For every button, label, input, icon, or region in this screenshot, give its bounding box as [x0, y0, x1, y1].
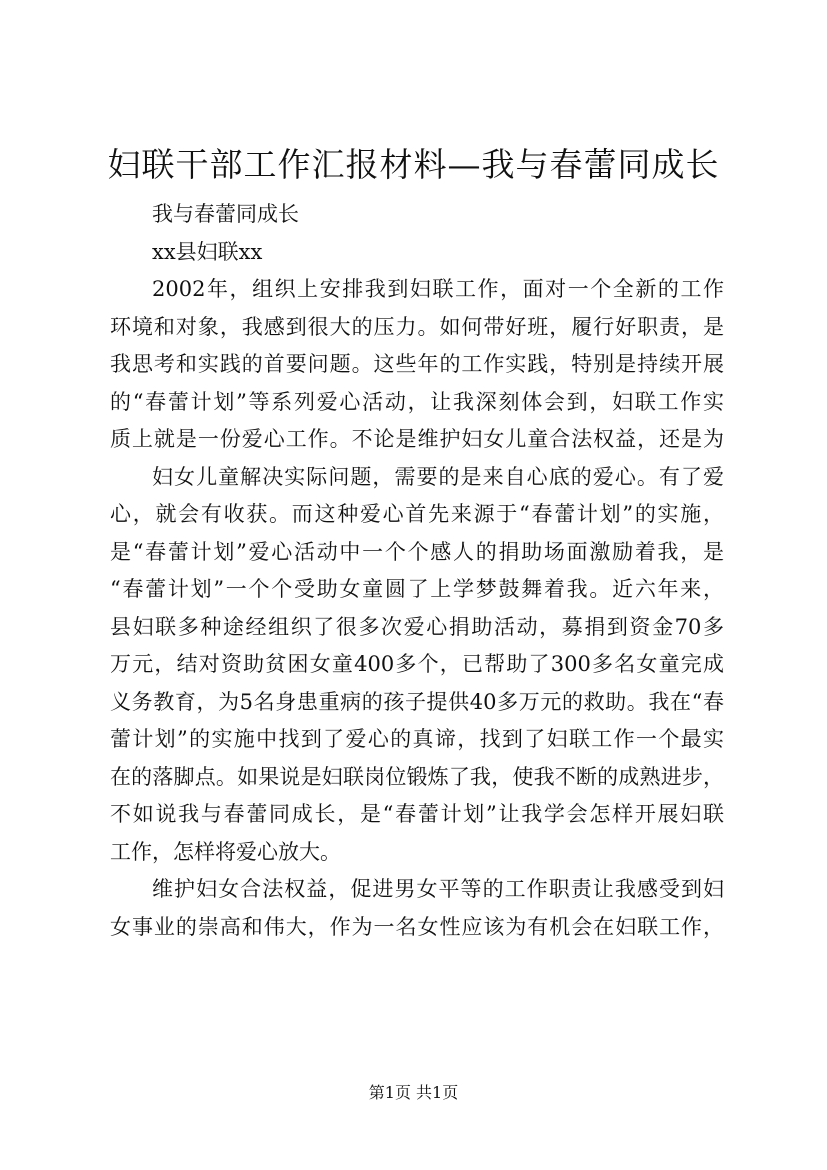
paragraph-line: 县妇联多种途经组织了很多次爱心捐助活动，募捐到资金70多: [110, 614, 724, 639]
paragraph-line: 女事业的崇高和伟大，作为一名女性应该为有机会在妇联工作，: [110, 914, 724, 939]
paragraph-line: 工作，怎样将爱心放大。: [110, 839, 341, 864]
document-author: xx县妇联xx: [152, 239, 263, 264]
paragraph-line: 质上就是一份爱心工作。不论是维护妇女儿童合法权益，还是为: [110, 427, 724, 451]
paragraph-line: 蕾计划”的实施中找到了爱心的真谛，找到了妇联工作一个最实: [110, 727, 724, 751]
paragraph-line: 义务教育，为5名身患重病的孩子提供40多万元的救助。我在“春: [110, 689, 724, 714]
paragraph-line: 我思考和实践的首要问题。这些年的工作实践，特别是持续开展: [110, 352, 724, 376]
paragraph-line: 维护妇女合法权益，促进男女平等的工作职责让我感受到妇: [152, 877, 724, 901]
paragraph-line: 在的落脚点。如果说是妇联岗位锻炼了我，使我不断的成熟进步，: [110, 764, 724, 789]
paragraph-line: 心，就会有收获。而这种爱心首先来源于“春蕾计划”的实施，: [110, 502, 724, 526]
document-body: [110, 196, 724, 946]
paragraph-line: 2002年，组织上安排我到妇联工作，面对一个全新的工作: [152, 277, 724, 301]
paragraph-line: “春蕾计划”一个个受助女童圆了上学梦鼓舞着我。近六年来，: [110, 577, 724, 601]
page-footer: 第1页 共1页: [368, 1083, 459, 1102]
paragraph-line: 是“春蕾计划”爱心活动中一个个感人的捐助场面激励着我，是: [110, 539, 724, 564]
paragraph-line: 的“春蕾计划”等系列爱心活动，让我深刻体会到，妇联工作实: [110, 389, 724, 414]
paragraph-line: 环境和对象，我感到很大的压力。如何带好班，履行好职责，是: [110, 314, 724, 339]
document-title: 妇联干部工作汇报材料—我与春蕾同成长: [107, 145, 720, 184]
paragraph-line: 万元，结对资助贫困女童400多个，已帮助了300多名女童完成: [110, 652, 724, 676]
paragraph-line: 不如说我与春蕾同成长，是“春蕾计划”让我学会怎样开展妇联: [110, 802, 724, 826]
document-subtitle: 我与春蕾同成长: [152, 202, 299, 226]
paragraph-line: 妇女儿童解决实际问题，需要的是来自心底的爱心。有了爱: [152, 464, 724, 489]
